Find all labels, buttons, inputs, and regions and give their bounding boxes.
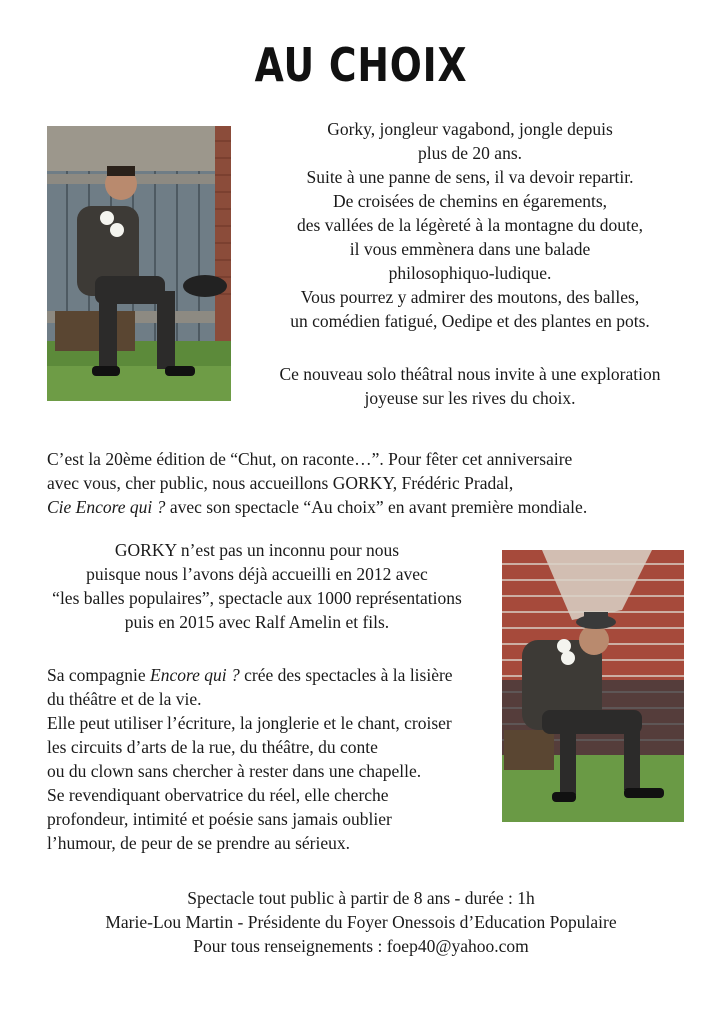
- intro-line: philosophiquo-ludique.: [388, 263, 552, 283]
- intro-line: Suite à une panne de sens, il va devoir repartir.: [306, 167, 634, 187]
- edition-line-2: avec vous, cher public, nous accueillons GORKY, Frédéric Pradal,: [47, 473, 514, 493]
- gorky-line: GORKY n’est pas un inconnu pour nous: [114, 540, 400, 560]
- solo-line: Ce nouveau solo théâtral nous invite à une exploration: [279, 364, 661, 384]
- edition-line-3-rest: avec son spectacle “Au choix” en avant première mondiale.: [165, 497, 588, 517]
- company-line-1-post: crée des spectacles à la lisière: [239, 665, 453, 685]
- intro-line: plus de 20 ans.: [417, 143, 523, 163]
- photo-juggler-brick-wall-image: [502, 550, 684, 822]
- solo-line: joyeuse sur les rives du choix.: [364, 388, 576, 408]
- footer-president-line: Marie-Lou Martin - Présidente du Foyer Onessois d’Education Populaire: [105, 912, 617, 932]
- company-line: du théâtre et de la vie.: [47, 689, 202, 709]
- edition-paragraph: [47, 447, 687, 519]
- gorky-line: puis en 2015 avec Ralf Amelin et fils.: [124, 612, 390, 632]
- edition-line-3: [47, 495, 687, 519]
- photo-juggler-door-image: [47, 126, 231, 401]
- gorky-line: “les balles populaires”, spectacle aux 1000 représentations: [52, 588, 462, 608]
- company-line-1: [47, 663, 502, 687]
- company-line: ou du clown sans chercher à rester dans une chapelle.: [47, 761, 422, 781]
- page-title: AU CHOIX: [254, 38, 468, 92]
- company-name: Encore qui ?: [150, 665, 240, 685]
- intro-line: des vallées de la légèreté à la montagne du doute,: [297, 215, 643, 235]
- company-line: l’humour, de peur de se prendre au sérieux.: [47, 833, 351, 853]
- company-line: profondeur, intimité et poésie sans jamais oublier: [47, 809, 392, 829]
- company-paragraph: [47, 663, 502, 855]
- photo-juggler-brick-wall: [502, 550, 684, 822]
- company-line: Se revendiquant obervatrice du réel, elle cherche: [47, 785, 389, 805]
- gorky-paragraph: [18, 538, 496, 634]
- company-line: les circuits d’arts de la rue, du théâtre, du conte: [47, 737, 378, 757]
- gorky-line: puisque nous l’avons déjà accueilli en 2012 avec: [86, 564, 428, 584]
- intro-line: un comédien fatigué, Oedipe et des plantes en pots.: [290, 311, 650, 331]
- edition-line-1: C’est la 20ème édition de “Chut, on raconte…”. Pour fêter cet anniversaire: [47, 449, 573, 469]
- footer-contact-line: Pour tous renseignements : foep40@yahoo.com: [193, 936, 529, 956]
- solo-paragraph: [240, 362, 700, 410]
- footer: [20, 886, 702, 958]
- company-line: Elle peut utiliser l’écriture, la jonglerie et le chant, croiser: [47, 713, 452, 733]
- intro-line: Vous pourrez y admirer des moutons, des balles,: [300, 287, 640, 307]
- intro-line: il vous emmènera dans une balade: [349, 239, 591, 259]
- photo-juggler-door: [47, 126, 231, 401]
- intro-line: Gorky, jongleur vagabond, jongle depuis: [327, 119, 613, 139]
- company-name: Cie Encore qui ?: [47, 497, 166, 517]
- intro-line: De croisées de chemins en égarements,: [332, 191, 608, 211]
- intro-paragraph: [240, 117, 700, 333]
- company-line-1-pre: Sa compagnie: [47, 665, 151, 685]
- footer-audience-line: Spectacle tout public à partir de 8 ans - durée : 1h: [187, 888, 535, 908]
